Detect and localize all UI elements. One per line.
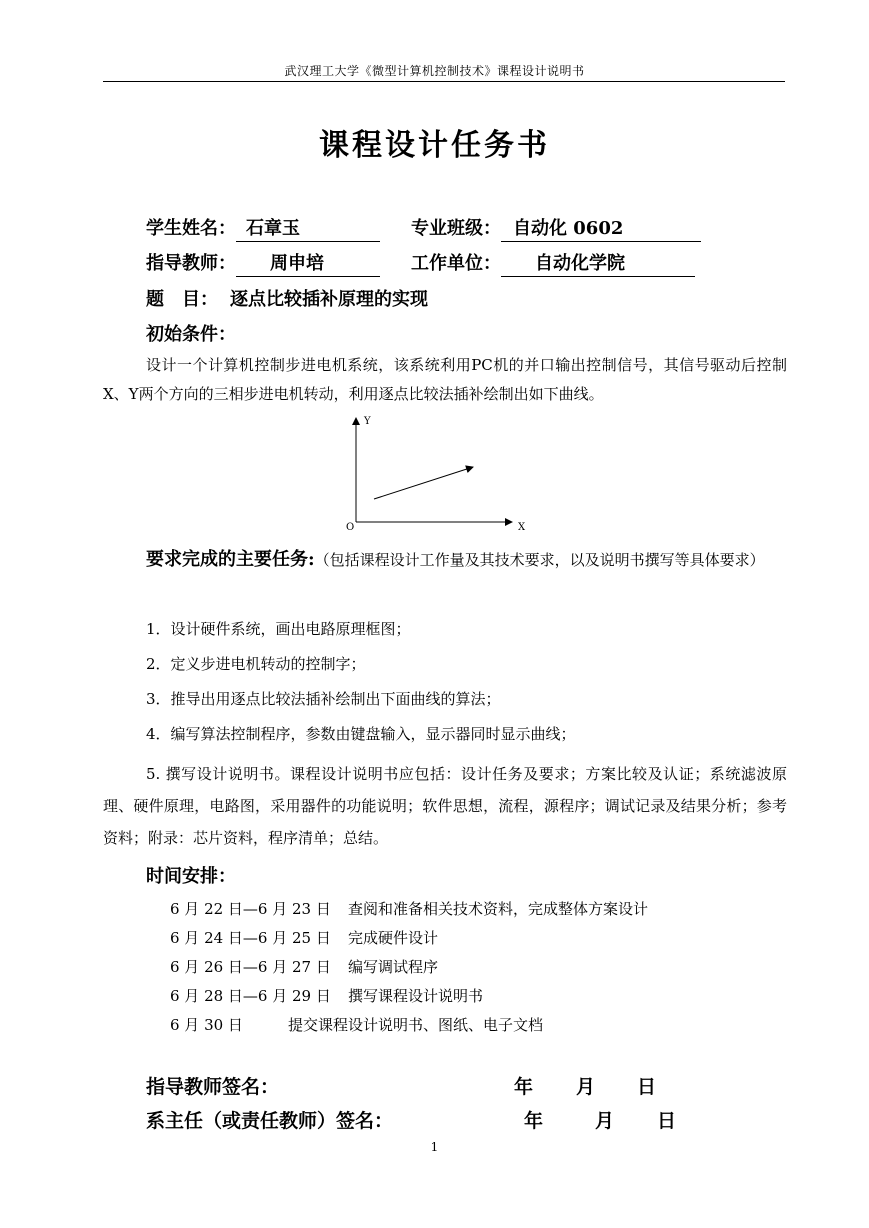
director-signature-year: 年: [524, 1110, 544, 1132]
topic-value: 逐点比较插补原理的实现: [230, 289, 428, 310]
teacher-value: 周申培: [236, 249, 380, 277]
schedule-task: 完成硬件设计: [348, 929, 439, 947]
teacher-signature-year: 年: [514, 1076, 534, 1098]
task-item-2: 2．定义步进电机转动的控制字；: [146, 655, 366, 673]
task-item-5: 5. 撰写设计说明书。课程设计说明书应包括：设计任务及要求；方案比较及认证；系统滤波原理、硬件原理，电路图，采用器件的功能说明；软件思想，流程，源程序；调试记录及结果分析；参考资料；附录：芯片资料，程序清单；总结。: [103, 765, 787, 847]
task-item-4: 4．编写算法控制程序，参数由键盘输入，显示器同时显示曲线；: [146, 725, 576, 743]
y-axis-label: Y: [364, 416, 371, 427]
interpolation-line: [374, 467, 473, 499]
teacher-signature-label: 指导教师签名：: [146, 1076, 280, 1098]
schedule-task: 提交课程设计说明书、图纸、电子文档: [288, 1016, 544, 1034]
unit-label: 工作单位：: [411, 253, 501, 274]
schedule-row-5: [170, 1014, 543, 1035]
schedule-date: 6 月 22 日—6 月 23 日: [170, 900, 331, 918]
teacher-signature-month: 月: [576, 1076, 596, 1098]
task-item-3: 3．推导出用逐点比较法插补绘制出下面曲线的算法；: [146, 690, 501, 708]
unit-value: 自动化学院: [501, 249, 695, 277]
header-rule: [103, 81, 785, 82]
tasks-heading: 要求完成的主要任务:: [146, 549, 315, 570]
topic-row: [146, 285, 428, 311]
teacher-row: [146, 249, 380, 277]
line-figure: [330, 410, 540, 535]
x-axis-label: X: [518, 522, 526, 533]
student-value: 石章玉: [236, 214, 380, 242]
schedule-date: 6 月 26 日—6 月 27 日: [170, 958, 331, 976]
topic-label: 题 目：: [146, 289, 218, 310]
class-row: [411, 214, 701, 242]
schedule-row-2: [170, 927, 438, 948]
teacher-signature-day: 日: [637, 1076, 657, 1098]
schedule-date: 6 月 30 日: [170, 1016, 243, 1034]
class-label: 专业班级：: [411, 218, 501, 239]
origin-label: O: [346, 522, 355, 533]
tasks-heading-block: [103, 545, 787, 575]
task-item-1: 1．设计硬件系统，画出电路原理框图；: [146, 620, 411, 638]
unit-row: [411, 249, 695, 277]
teacher-label: 指导教师：: [146, 253, 236, 274]
schedule-task: 撰写课程设计说明书: [348, 987, 484, 1005]
schedule-heading: 时间安排：: [146, 866, 236, 887]
tasks-note: （包括课程设计工作量及其技术要求，以及说明书撰写等具体要求）: [314, 551, 765, 569]
schedule-task: 查阅和准备相关技术资料，完成整体方案设计: [348, 900, 649, 918]
schedule-task: 编写调试程序: [348, 958, 439, 976]
director-signature-month: 月: [595, 1110, 615, 1132]
director-signature-label: 系主任（或责任教师）签名：: [146, 1110, 394, 1132]
running-header: 武汉理工大学《微型计算机控制技术》课程设计说明书: [284, 64, 585, 78]
page-title: 课程设计任务书: [319, 128, 550, 163]
schedule-date: 6 月 28 日—6 月 29 日: [170, 987, 331, 1005]
schedule-row-4: [170, 985, 483, 1006]
page-number: 1: [430, 1140, 439, 1154]
conditions-heading: 初始条件：: [146, 324, 236, 345]
schedule-row-1: [170, 898, 648, 919]
class-value: 自动化 0602: [501, 214, 701, 242]
schedule-date: 6 月 24 日—6 月 25 日: [170, 929, 331, 947]
student-row: [146, 214, 380, 242]
conditions-text: 设计一个计算机控制步进电机系统，该系统利用PC机的并口输出控制信号，其信号驱动后控制X、Y两个方向的三相步进电机转动，利用逐点比较法插补绘制出如下曲线。: [103, 356, 787, 403]
director-signature-day: 日: [657, 1110, 677, 1132]
schedule-row-3: [170, 956, 438, 977]
student-label: 学生姓名：: [146, 218, 236, 239]
